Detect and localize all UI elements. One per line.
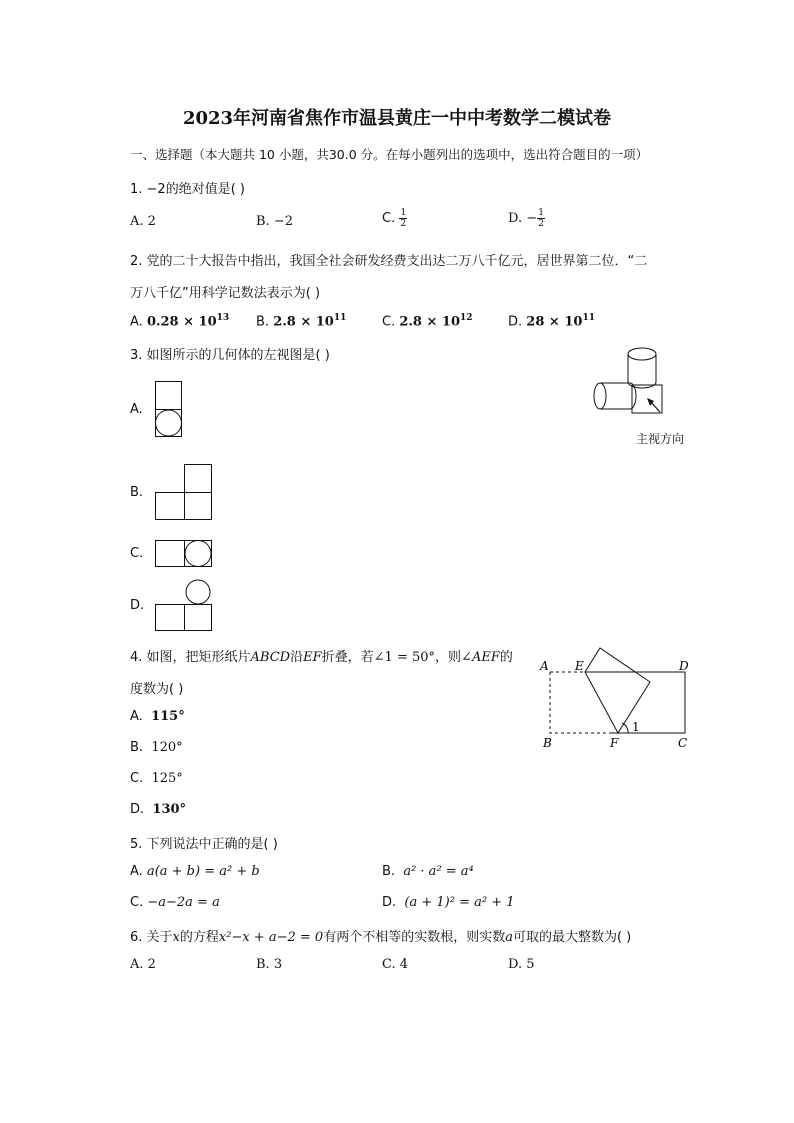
option-label: A. — [130, 314, 143, 330]
q4-stem-line2: 度数为( ) — [130, 682, 184, 697]
q6-option-a: A. 2 — [130, 957, 156, 972]
q6-option-d: D. 5 — [508, 957, 535, 972]
option-label: C. — [130, 895, 144, 910]
q4-fold-figure — [540, 648, 700, 753]
fraction-denominator: 2 — [538, 219, 544, 229]
option-label: D. — [130, 802, 145, 817]
q1-stem: 1. −2的绝对值是( ) — [130, 182, 245, 197]
q6-text-3: 有两个不相等的实数根，则实数 — [323, 930, 506, 945]
q6-option-c: C. 4 — [382, 957, 409, 972]
q3-option-b-label: B. — [130, 485, 144, 500]
q6-option-b: B. 3 — [256, 957, 283, 972]
option-value: 115° — [151, 709, 185, 724]
q4-stem-line1 — [130, 646, 513, 665]
label-angle-1: 1 — [632, 720, 640, 734]
q1-option-d — [508, 208, 545, 229]
q4-angle-aef: ∠AEF — [461, 650, 500, 665]
q1-option-c-fraction — [399, 208, 407, 229]
q4-text-1: 4. 如图，把矩形纸片 — [130, 650, 251, 665]
option-label: D. — [508, 314, 523, 330]
q6-text-2: 的方程 — [179, 930, 219, 945]
q5-option-c — [130, 895, 220, 910]
option-expression: −a−2a = a — [147, 895, 220, 910]
q5-option-a — [130, 864, 260, 879]
q6-text-4: 可取的最大整数为( ) — [512, 930, 632, 945]
label-e: E — [575, 659, 584, 673]
option-label: B. — [130, 740, 144, 755]
option-label: A. — [130, 709, 143, 724]
q6-stem — [130, 926, 631, 945]
fraction-numerator: 1 — [538, 208, 544, 218]
label-d: D — [679, 659, 689, 673]
option-label: A. — [130, 864, 143, 879]
fraction-denominator: 2 — [400, 219, 407, 229]
q3-option-d-label: D. — [130, 598, 145, 613]
q2-option-d — [508, 313, 595, 329]
option-base: 28 × 10 — [526, 314, 583, 330]
fraction-numerator: 1 — [400, 208, 407, 218]
q3-option-d-figure — [155, 579, 213, 633]
option-exponent: 12 — [460, 313, 473, 323]
option-exponent: 11 — [333, 313, 347, 323]
q3-option-a-figure — [155, 381, 183, 439]
q5-option-d — [382, 895, 515, 910]
option-label: D. — [382, 895, 397, 910]
q4-angle-1: ∠1 = 50° — [373, 650, 436, 665]
q1-option-d-label: D. − — [508, 211, 538, 226]
option-exponent: 11 — [582, 313, 595, 323]
q4-option-b — [130, 740, 183, 755]
option-label: C. — [130, 771, 144, 786]
q4-var-abcd: ABCD — [250, 650, 291, 665]
q3-view-direction-caption: 主视方向 — [636, 432, 685, 446]
option-base: 2.8 × 10 — [399, 314, 461, 330]
option-value: 125° — [151, 771, 183, 786]
q4-text-3: 折叠，若 — [321, 650, 374, 665]
q6-var-x: x — [172, 930, 180, 945]
option-label: B. — [256, 314, 270, 330]
q1-option-c — [382, 208, 407, 229]
q4-option-c — [130, 771, 183, 786]
q2-option-a — [130, 313, 229, 329]
q5-option-b — [382, 864, 474, 879]
label-b: B — [543, 736, 552, 750]
q4-option-a — [130, 709, 185, 724]
section-heading: 一、选择题（本大题共 10 小题，共30.0 分。在每小题列出的选项中，选出符合题目的一项） — [130, 147, 649, 162]
option-expression: (a + 1)² = a² + 1 — [404, 895, 515, 910]
option-value: 120° — [151, 740, 183, 755]
q1-option-b: B. −2 — [256, 214, 293, 229]
label-c: C — [678, 736, 688, 750]
option-label: C. — [382, 314, 396, 330]
q1-option-c-label: C. — [382, 211, 396, 226]
option-expression: a² · a² = a⁴ — [403, 864, 474, 879]
q4-text-2: 沿 — [290, 650, 304, 665]
label-f: F — [610, 736, 619, 750]
q4-text-5: 的 — [499, 650, 513, 665]
option-value: 130° — [152, 802, 187, 817]
q1-option-a: A. 2 — [130, 214, 156, 229]
q3-option-b-figure — [155, 464, 213, 522]
page-title: 2023年河南省焦作市温县黄庄一中中考数学二模试卷 — [182, 108, 612, 129]
q2-option-b — [256, 313, 346, 329]
option-base: 2.8 × 10 — [273, 314, 334, 330]
q4-option-d — [130, 802, 186, 817]
q2-option-c — [382, 313, 473, 329]
q6-equation: x²−x + a−2 = 0 — [218, 930, 324, 945]
q3-option-c-label: C. — [130, 546, 144, 561]
q6-text-1: 6. 关于 — [130, 930, 173, 945]
q2-stem-line1: 2. 党的二十大报告中指出，我国全社会研发经费支出达二万八千亿元，居世界第二位．“二 — [130, 254, 648, 269]
q3-option-c-figure — [155, 540, 213, 568]
q3-stem: 3. 如图所示的几何体的左视图是( ) — [130, 348, 330, 363]
option-expression: a(a + b) = a² + b — [146, 864, 260, 879]
option-base: 0.28 × 10 — [146, 314, 217, 330]
option-label: B. — [382, 864, 396, 879]
label-a: A — [540, 659, 549, 673]
q5-stem: 5. 下列说法中正确的是( ) — [130, 837, 278, 852]
q6-var-a: a — [505, 930, 513, 945]
option-exponent: 13 — [216, 313, 230, 323]
q1-option-d-fraction — [537, 208, 545, 229]
q3-option-a-label: A. — [130, 402, 143, 417]
q4-var-ef: EF — [303, 650, 322, 665]
q4-text-4: ，则 — [435, 650, 462, 665]
q2-stem-line2: 万八千亿”用科学记数法表示为( ) — [130, 286, 321, 301]
